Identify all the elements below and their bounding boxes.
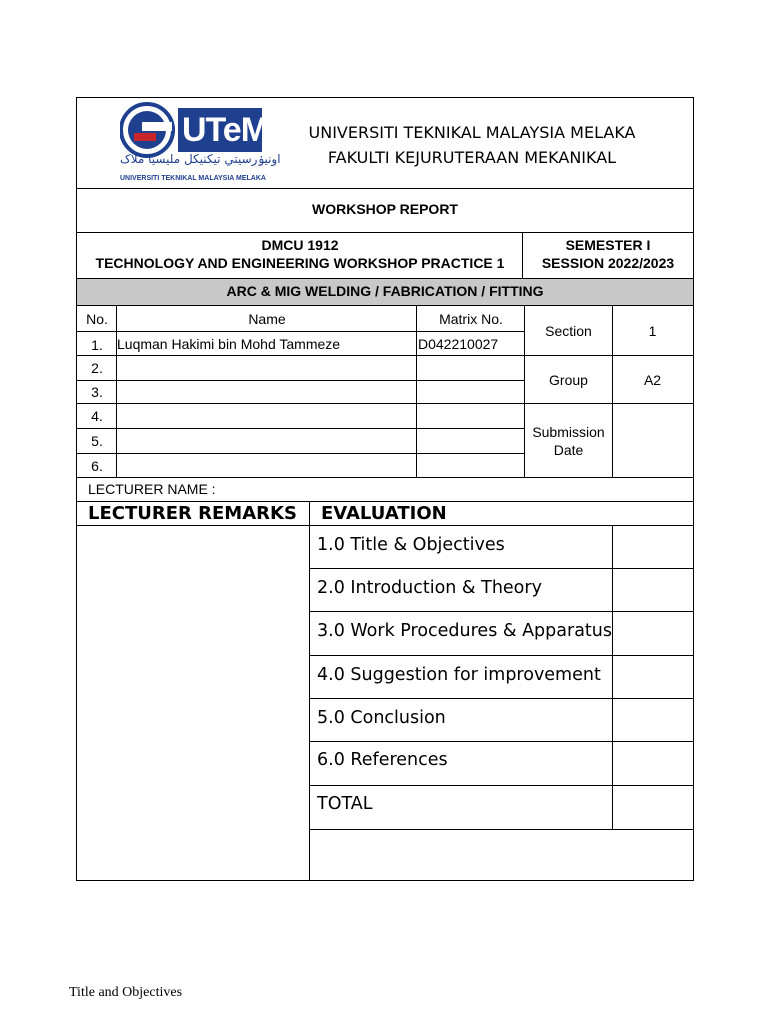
row-no: 2.	[91, 360, 103, 376]
report-title: WORKSHOP REPORT	[312, 201, 458, 217]
header-name: Name	[248, 311, 286, 327]
table-border	[76, 97, 694, 98]
section-value: 1	[648, 323, 657, 339]
table-border	[76, 278, 694, 279]
table-border	[76, 501, 694, 502]
table-border	[612, 525, 613, 830]
lecturer-name-label: LECTURER NAME :	[88, 481, 216, 497]
session: SESSION 2022/2023	[541, 255, 675, 271]
table-border	[76, 428, 525, 429]
table-border	[76, 97, 77, 881]
evaluation-item: 1.0 Title & Objectives	[317, 535, 505, 555]
table-border	[416, 305, 417, 477]
table-border	[116, 305, 117, 477]
table-border	[76, 477, 694, 478]
table-border	[309, 741, 694, 742]
lecturer-remarks-heading: LECTURER REMARKS	[88, 503, 297, 524]
header-no: No.	[86, 311, 108, 327]
table-border	[524, 305, 525, 477]
logo-jawi: اونيۏرسيتي تيكنيكل مليسيا ملاک	[120, 152, 281, 166]
course-name: TECHNOLOGY AND ENGINEERING WORKSHOP PRACTICE 1	[95, 255, 505, 271]
table-border	[309, 501, 310, 881]
evaluation-item: 6.0 References	[317, 750, 448, 770]
evaluation-item: 2.0 Introduction & Theory	[317, 578, 542, 598]
evaluation-total: TOTAL	[317, 794, 373, 814]
student-matrix: D042210027	[418, 336, 499, 352]
row-no: 4.	[91, 408, 103, 424]
row-no: 3.	[91, 384, 103, 400]
table-border	[76, 331, 525, 332]
table-border	[76, 188, 694, 189]
table-border	[76, 380, 525, 381]
student-name: Luqman Hakimi bin Mohd Tammeze	[117, 336, 341, 352]
table-border	[76, 525, 694, 526]
row-no: 1.	[91, 337, 103, 353]
table-border	[76, 305, 694, 306]
table-border	[76, 232, 694, 233]
group-label: Group	[549, 372, 588, 388]
table-border	[693, 97, 694, 881]
row-no: 5.	[91, 433, 103, 449]
course-code: DMCU 1912	[261, 237, 339, 253]
row-no: 6.	[91, 458, 103, 474]
table-border	[309, 568, 694, 569]
table-border	[76, 403, 694, 404]
evaluation-item: 4.0 Suggestion for improvement	[317, 665, 601, 685]
university-name: UNIVERSITI TEKNIKAL MALAYSIA MELAKA	[308, 123, 636, 142]
header-matrix: Matrix No.	[439, 311, 503, 327]
evaluation-item: 3.0 Work Procedures & Apparatus	[317, 621, 612, 641]
faculty-name: FAKULTI KEJURUTERAAN MEKANIKAL	[327, 148, 617, 167]
group-value: A2	[643, 372, 662, 388]
table-border	[309, 829, 694, 830]
table-border	[76, 355, 694, 356]
table-border	[309, 611, 694, 612]
table-border	[76, 880, 694, 881]
logo-brand: UTeM	[182, 111, 269, 149]
footer-section-title: Title and Objectives	[69, 985, 183, 1000]
submission-label-line1: Submission	[532, 424, 605, 440]
evaluation-item: 5.0 Conclusion	[317, 708, 446, 728]
table-border	[612, 305, 613, 477]
evaluation-heading: EVALUATION	[321, 503, 447, 524]
topic-title: ARC & MIG WELDING / FABRICATION / FITTING	[226, 283, 544, 299]
submission-label-line2: Date	[553, 442, 584, 458]
logo-subtitle: UNIVERSITI TEKNIKAL MALAYSIA MELAKA	[120, 175, 266, 182]
semester: SEMESTER I	[565, 237, 651, 253]
table-border	[522, 232, 523, 278]
utem-logo	[120, 100, 281, 186]
table-border	[76, 453, 525, 454]
table-border	[309, 785, 694, 786]
table-border	[309, 698, 694, 699]
section-label: Section	[545, 323, 592, 339]
table-border	[309, 655, 694, 656]
